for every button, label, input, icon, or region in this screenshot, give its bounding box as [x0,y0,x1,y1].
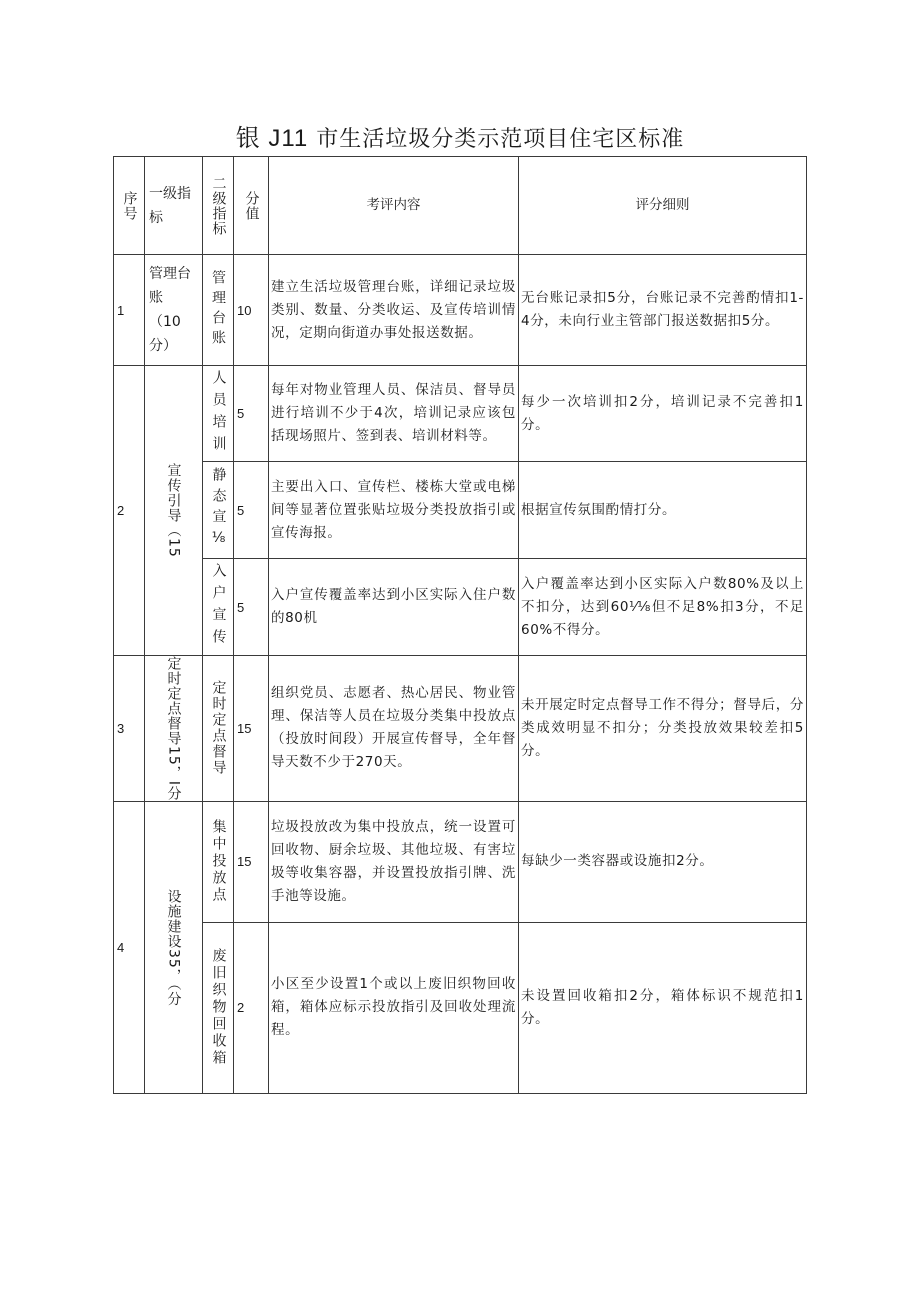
seq-cell: 3 [114,656,145,802]
score-cell: 2 [234,922,269,1093]
lvl2-cell: 静态宣⅛ [203,462,234,559]
header-lvl2: 二级指标 [203,157,234,255]
seq-cell: 1 [114,255,145,366]
content-cell: 垃圾投放改为集中投放点，统一设置可回收物、厨余垃圾、其他垃圾、有害垃圾等收集容器，并设置投放指引牌、洗手池等设施。 [269,801,519,922]
header-row [114,157,807,255]
content-cell: 建立生活垃圾管理台账，详细记录垃圾类别、数量、分类收运、及宣传培训情况，定期向街道办事处报送数据。 [269,255,519,366]
lvl2-cell: 管理台账 [203,255,234,366]
header-lvl1: 一级指标 [145,157,203,255]
rules-cell: 未设置回收箱扣2分，箱体标识不规范扣1分。 [519,922,807,1093]
score-cell: 5 [234,366,269,462]
table-row [114,559,807,656]
score-cell: 5 [234,559,269,656]
lvl2-cell: 人员培训 [203,366,234,462]
lvl1-cell: 设施建设35，（分 [145,801,203,1093]
lvl2-cell: 入户宣传 [203,559,234,656]
title-rest: 市生活垃圾分类示范项目住宅区标准 [308,127,685,152]
title-lead: 银 J11 [235,125,309,152]
content-cell: 每年对物业管理人员、保洁员、督导员进行培训不少于4次，培训记录应该包括现场照片、签到表、培训材料等。 [269,366,519,462]
seq-cell: 4 [114,801,145,1093]
content-cell: 组织党员、志愿者、热心居民、物业管理、保洁等人员在垃圾分类集中投放点（投放时间段）开展宣传督导，全年督导天数不少于270天。 [269,656,519,802]
standards-table [113,156,807,1094]
content-cell: 小区至少设置1个或以上废旧织物回收箱，箱体应标示投放指引及回收处理流程。 [269,922,519,1093]
document-title [0,118,920,153]
score-cell: 5 [234,462,269,559]
rules-cell: 未开展定时定点督导工作不得分；督导后，分类成效明显不扣分；分类投放效果较差扣5分。 [519,656,807,802]
header-rules: 评分细则 [519,157,807,255]
table-row [114,656,807,802]
lvl2-cell: 废旧织物回收箱 [203,922,234,1093]
header-seq: 序号 [114,157,145,255]
rules-cell: 每缺少一类容器或设施扣2分。 [519,801,807,922]
content-cell: 入户宣传覆盖率达到小区实际入住户数的80机 [269,559,519,656]
header-content: 考评内容 [269,157,519,255]
lvl1-cell: 定时定点督导15，I分 [145,656,203,802]
score-cell: 15 [234,801,269,922]
rules-cell: 根据宣传氛围酌情打分。 [519,462,807,559]
score-cell: 15 [234,656,269,802]
table-row [114,922,807,1093]
lvl2-cell: 集中投放点 [203,801,234,922]
rules-cell: 每少一次培训扣2分，培训记录不完善扣1分。 [519,366,807,462]
lvl2-cell: 定时定点督导 [203,656,234,802]
table-row [114,366,807,462]
table-row [114,255,807,366]
rules-cell: 无台账记录扣5分，台账记录不完善酌情扣1-4分，未向行业主管部门报送数据扣5分。 [519,255,807,366]
header-score: 分值 [234,157,269,255]
lvl1-cell: 宣传引导（15 [145,366,203,656]
rules-cell: 入户覆盖率达到小区实际入户数80%及以上不扣分，达到60⅟⅛但不足8%扣3分，不足60%不得分。 [519,559,807,656]
lvl1-cell: 管理台账 （10分） [145,255,203,366]
score-cell: 10 [234,255,269,366]
seq-cell: 2 [114,366,145,656]
table-row [114,801,807,922]
table-row [114,462,807,559]
content-cell: 主要出入口、宣传栏、楼栋大堂或电梯间等显著位置张贴垃圾分类投放指引或宣传海报。 [269,462,519,559]
